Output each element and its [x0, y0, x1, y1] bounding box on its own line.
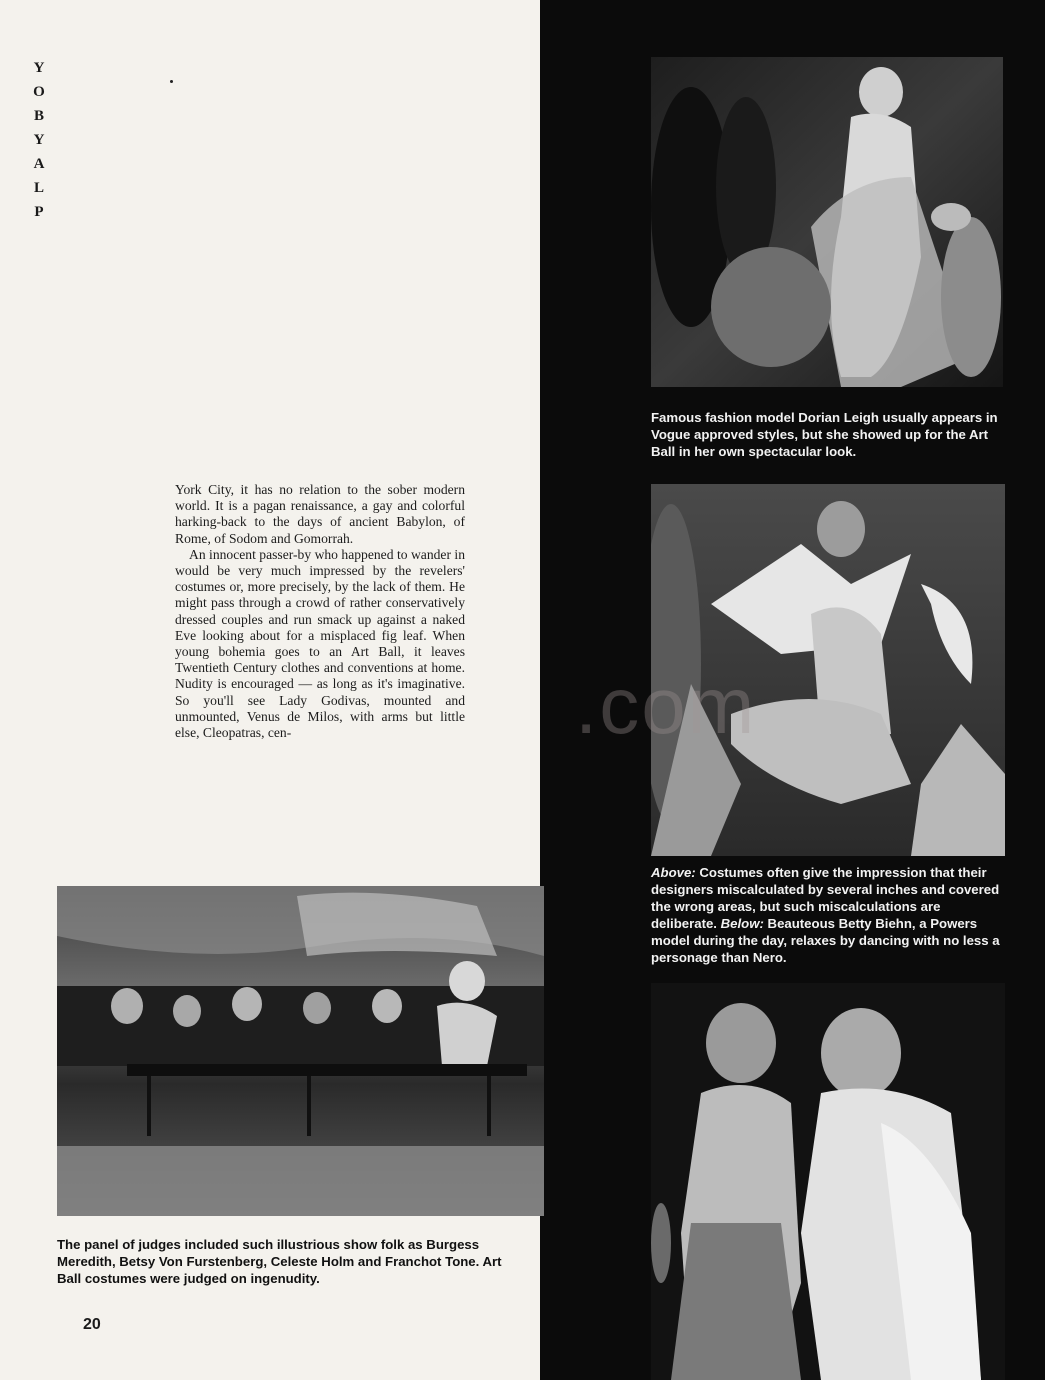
masthead-letter: O — [33, 84, 45, 100]
caption-lead-below: Below: — [720, 916, 764, 931]
masthead-letter: Y — [33, 60, 45, 76]
caption-costumes — [651, 864, 1007, 966]
article-body — [175, 482, 465, 741]
masthead-letter: L — [33, 180, 44, 196]
caption-panel-of-judges: The panel of judges included such illustrious show folk as Burgess Meredith, Betsy Von Furstenberg, Celeste Holm and Franchot Tone. Art Ball costumes were judged on ingenudity. — [57, 1237, 502, 1286]
article-paragraph: An innocent passer-by who happened to wander in would be very much impressed by the revelers' costumes or, more precisely, by the lack of them. He might pass through a crowd of rather conservatively dressed couples and run smack up against a naked Eve looking about for a misplaced fig leaf. When young bohemia goes to an Art Ball, it leaves Twentieth Century clothes and conventions at home. Nudity is encouraged — as long as it's imaginative. So you'll see Lady Godivas, mounted and unmounted, Venus de Milos, with arms but little else, Cleopatras, cen- — [175, 546, 465, 741]
masthead-letter: P — [34, 204, 44, 220]
article-paragraph: York City, it has no relation to the sober modern world. It is a pagan renaissance, a gay and colorful harking-back to the days of ancient Babylon, of Rome, of Sodom and Gomorrah. — [175, 482, 465, 546]
photo-dancing-nero — [651, 983, 1005, 1380]
photo-dorian-leigh — [651, 57, 1003, 387]
print-speck — [170, 80, 173, 83]
playboy-masthead — [28, 56, 50, 224]
caption-dorian-leigh: Famous fashion model Dorian Leigh usually appears in Vogue approved styles, but she showed up for the Art Ball in her own spectacular look. — [651, 410, 998, 459]
watermark-text: .com — [575, 661, 757, 750]
photo-panel-of-judges — [57, 886, 544, 1216]
caption-text: Costumes often give the impression that their designers miscalculated by several inches and covered the wrong areas, but such miscalculations are deliberate. — [651, 865, 1000, 931]
masthead-letter: Y — [33, 132, 45, 148]
caption-text: Beauteous Betty Biehn, a Powers model during the day, relaxes by dancing with no less a personage than Nero. — [651, 916, 1000, 965]
caption-lead-above: Above: — [651, 865, 696, 880]
masthead-letter: A — [33, 156, 45, 172]
page-number: 20 — [83, 1316, 101, 1333]
masthead-letter: B — [33, 108, 44, 124]
